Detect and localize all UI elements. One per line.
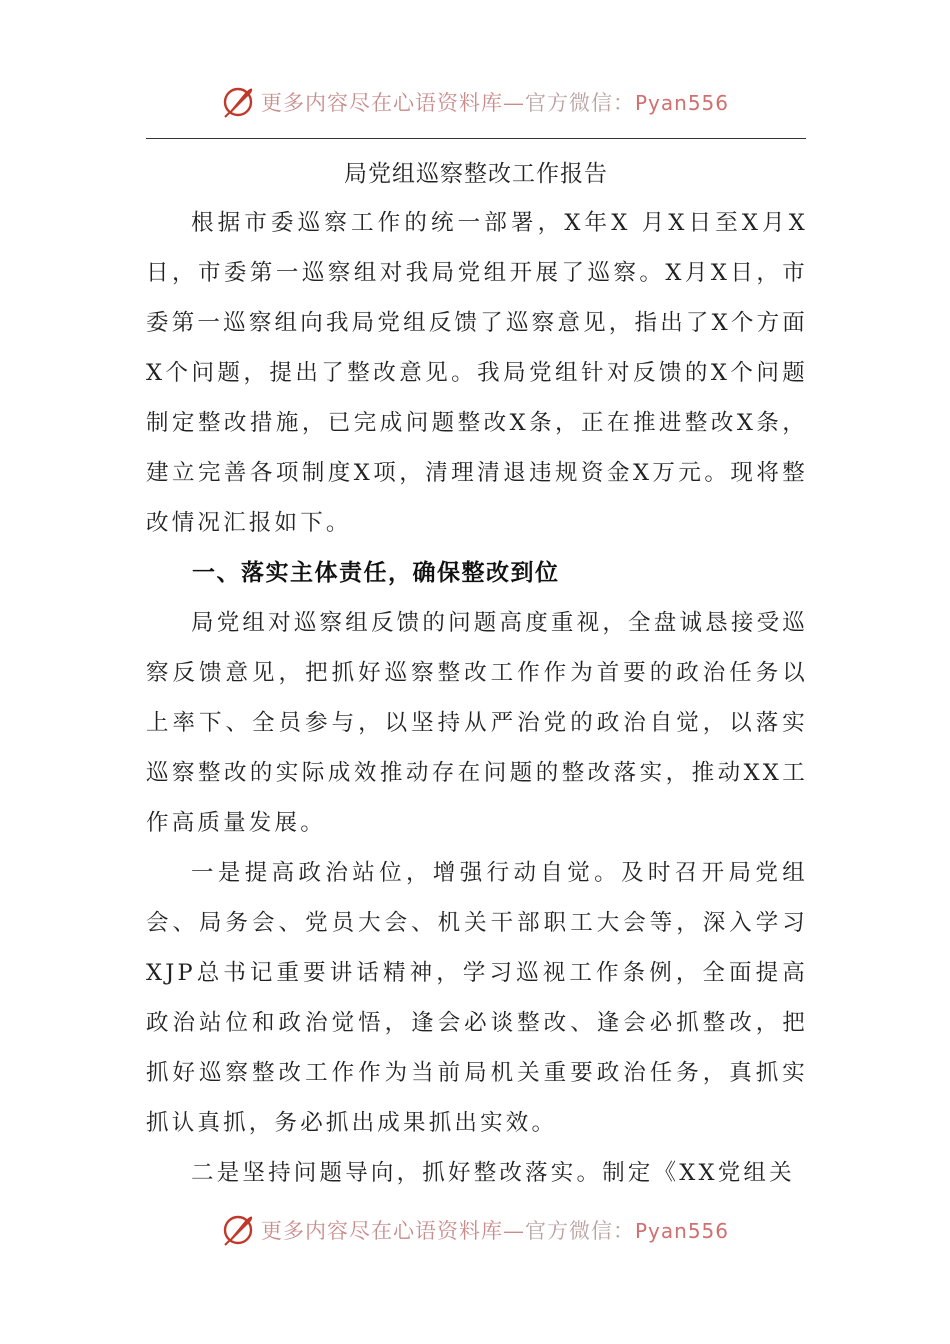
paragraph-section-1: 局党组对巡察组反馈的问题高度重视，全盘诚恳接受巡察反馈意见，把抓好巡察整改工作作为首要的政治任务以上率下、全员参与，以坚持从严治党的政治自觉，以落实巡察整改的实际成效推动存在问题的整改落实，推动XX工作高质量发展。	[146, 610, 808, 836]
paragraph-point-1: 一是提高政治站位，增强行动自觉。及时召开局党组会、局务会、党员大会、机关干部职工大会等，深入学习XJP总书记重要讲话精神，学习巡视工作条例，全面提高政治站位和政治觉悟，逢会必谈整改、逢会必抓整改，把抓好巡察整改工作作为当前局机关重要政治任务，真抓实抓认真抓，务必抓出成果抓出实效。	[146, 860, 808, 1136]
quill-pen-logo-icon	[221, 85, 255, 119]
watermark-label: 官方微信：	[524, 1219, 635, 1243]
watermark-footer	[0, 1210, 950, 1250]
watermark-account: Pyan556	[634, 91, 729, 115]
quill-pen-logo-icon	[221, 1213, 255, 1247]
section-heading-1: 一、落实主体责任，确保整改到位	[192, 560, 560, 586]
watermark-separator: —	[502, 1219, 525, 1243]
watermark-separator: —	[502, 91, 525, 115]
watermark-account: Pyan556	[634, 1219, 729, 1243]
document-title: 局党组巡察整改工作报告	[344, 161, 608, 187]
watermark-header	[0, 82, 950, 122]
watermark-main-text: 更多内容尽在心语资料库	[260, 1219, 503, 1243]
watermark-text	[261, 87, 729, 117]
watermark-text	[261, 1215, 729, 1245]
header-rule	[146, 138, 806, 139]
watermark-label: 官方微信：	[524, 91, 635, 115]
paragraph-point-2: 二是坚持问题导向，抓好整改落实。制定《XX党组关	[191, 1160, 795, 1186]
document-body	[146, 198, 808, 1198]
paragraph-intro: 根据市委巡察工作的统一部署，X年X 月X日至X月X日，市委第一巡察组对我局党组开展了巡察。X月X日，市委第一巡察组向我局党组反馈了巡察意见，指出了X个方面X个问题，提出了整改意见。我局党组针对反馈的X个问题制定整改措施，已完成问题整改X条，正在推进整改X条，建立完善各项制度X项，清理清退违规资金X万元。现将整改情况汇报如下。	[146, 210, 808, 536]
watermark-main-text: 更多内容尽在心语资料库	[260, 91, 503, 115]
